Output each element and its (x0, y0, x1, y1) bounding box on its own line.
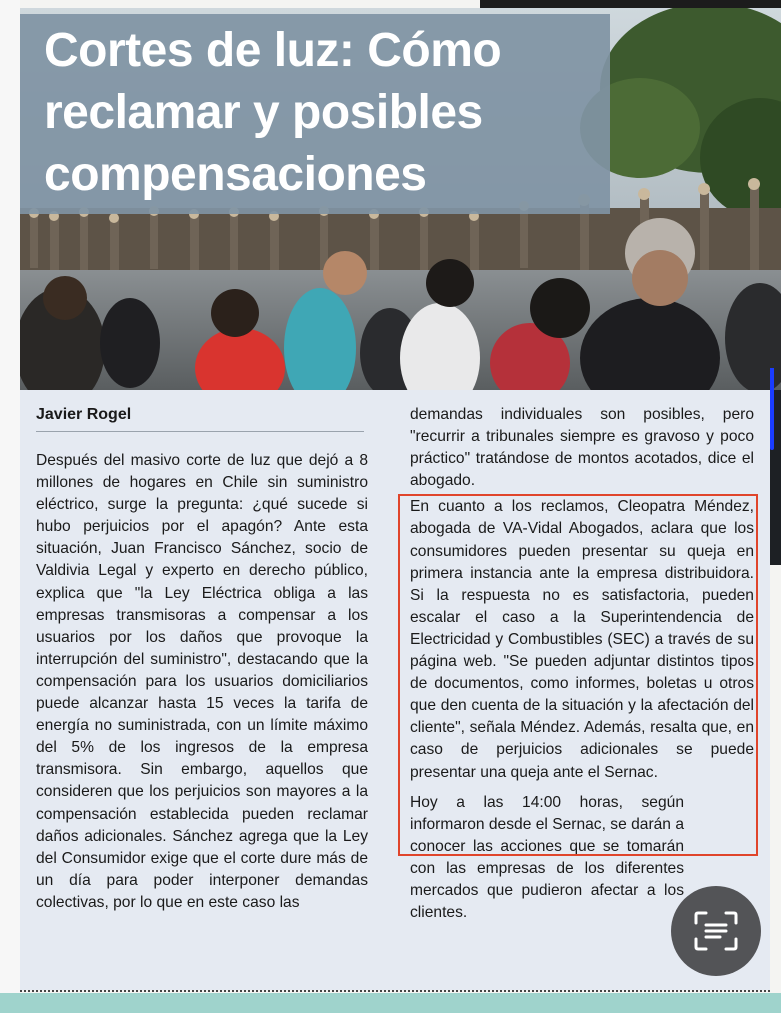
article-body (20, 390, 770, 990)
bottom-band (0, 993, 781, 1013)
scan-text-icon (694, 911, 738, 951)
highlight-annotation-box (398, 494, 758, 856)
article-headline: Cortes de luz: Cómo reclamar y posibles compensaciones (44, 24, 502, 201)
left-margin (0, 0, 20, 1000)
paragraph: Hoy a las 14:00 horas, según informaron desde el Sernac, se darán a conocer las acciones que se tomarán con las empresas de los diferentes mercados que pudieron afectar a los clientes. (410, 793, 684, 922)
highlighted-paragraph: En cuanto a los reclamos, Cleopatra Méndez, abogada de VA-Vidal Abogados, aclara que los consumidores pueden presentar su queja en primera instancia ante la empresa distribuidora. Si la respuesta no es satisfactoria, pueden escalar el caso a la Superintendencia de Electricidad y Combustibles (SEC) a través de su página web. "Se pueden adjuntar distintos tipos de documentos, como informes, boletas u otros que den cuenta de la situación y la afectación del cliente", señala Méndez. Además, resalta que, en caso de perjuicios adicionales se puede presentar una queja ante el Sernac. (410, 498, 754, 781)
headline-banner (20, 14, 610, 214)
author-byline: Javier Rogel (36, 406, 132, 423)
top-edge-bar (480, 0, 781, 8)
paragraph: demandas individuales son posibles, pero "recurrir a tribunales siempre es gravoso y poco práctico" tratándose de montos acotados, dice el abogado. (410, 406, 754, 490)
bottom-edge (0, 1013, 781, 1024)
bottom-divider (20, 990, 770, 992)
scan-text-button[interactable] (671, 886, 761, 976)
article-column-left (36, 450, 368, 914)
paragraph: Después del masivo corte de luz que dejó a 8 millones de hogares en Chile sin suministro eléctrico, surge la pregunta: ¿qué sucede si hubo perjuicios por el apagón? Ante esta situación, Juan Francisco Sánchez, socio de Valdivia Legal y experto en derecho público, explica que "la Ley Eléctrica obliga a las empresas transmisoras a compensar a los usuarios por los daños que provoque la interrupción del suministro", destacando que la compensación para los usuarios domiciliarios puede alcanzar hasta 15 veces la tarifa de energía no suministrada, con un límite máximo del 5% de los ingresos de la empresa transmisora. Sin embargo, aquellos que consideren que los perjuicios son mayores a la compensación establecida pueden reclamar daños adicionales. Sánchez agrega que la Ley del Consumidor exige que el corte dure más de un día para poder interponer demandas colectivas, por lo que en este caso las (36, 452, 368, 911)
byline-divider (36, 431, 364, 432)
